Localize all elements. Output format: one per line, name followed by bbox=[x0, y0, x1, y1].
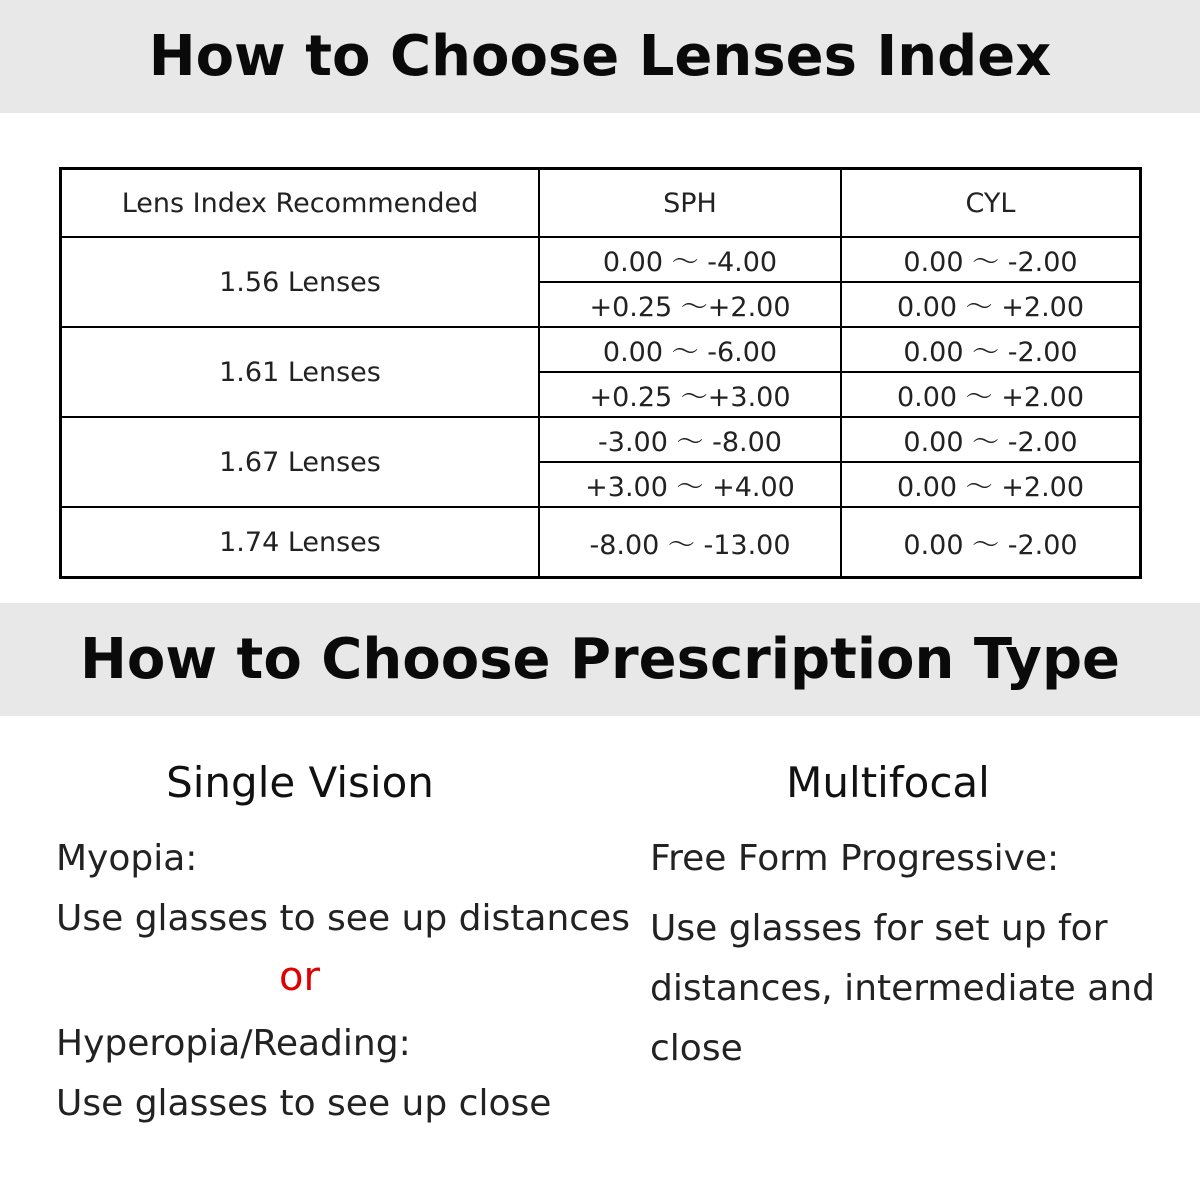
lenses-index-title: How to Choose Lenses Index bbox=[0, 0, 1200, 113]
table-row bbox=[61, 417, 1141, 462]
or-label: or bbox=[279, 954, 320, 1000]
myopia-label: Myopia: bbox=[56, 838, 198, 879]
header-cyl: CYL bbox=[841, 169, 1141, 238]
cyl-cell: 0.00 ～ +2.00 bbox=[841, 282, 1141, 327]
progressive-desc-1: Use glasses for set up for bbox=[650, 908, 1108, 949]
multifocal-heading: Multifocal bbox=[786, 758, 990, 807]
header-lens-index: Lens Index Recommended bbox=[61, 169, 540, 238]
sph-cell: +0.25 ～+2.00 bbox=[539, 282, 841, 327]
lens-index-table bbox=[59, 167, 1142, 579]
cyl-cell: 0.00 ～ -2.00 bbox=[841, 327, 1141, 372]
progressive-desc-3: close bbox=[650, 1028, 743, 1069]
table-row bbox=[61, 237, 1141, 282]
header-sph: SPH bbox=[539, 169, 841, 238]
hyperopia-desc: Use glasses to see up close bbox=[56, 1083, 552, 1124]
cyl-cell: 0.00 ～ -2.00 bbox=[841, 507, 1141, 578]
table-header-row bbox=[61, 169, 1141, 238]
sph-cell: 0.00 ～ -6.00 bbox=[539, 327, 841, 372]
cyl-cell: 0.00 ～ -2.00 bbox=[841, 237, 1141, 282]
cyl-cell: 0.00 ～ -2.00 bbox=[841, 417, 1141, 462]
lens-cell: 1.67 Lenses bbox=[61, 417, 540, 507]
single-vision-heading: Single Vision bbox=[166, 758, 434, 807]
cyl-cell: 0.00 ～ +2.00 bbox=[841, 372, 1141, 417]
lens-cell: 1.74 Lenses bbox=[61, 507, 540, 578]
lens-cell: 1.61 Lenses bbox=[61, 327, 540, 417]
sph-cell: 0.00 ～ -4.00 bbox=[539, 237, 841, 282]
sph-cell: -8.00 ～ -13.00 bbox=[539, 507, 841, 578]
progressive-label: Free Form Progressive: bbox=[650, 838, 1060, 879]
prescription-type-title: How to Choose Prescription Type bbox=[0, 603, 1200, 716]
hyperopia-label: Hyperopia/Reading: bbox=[56, 1023, 411, 1064]
table-row bbox=[61, 327, 1141, 372]
sph-cell: -3.00 ～ -8.00 bbox=[539, 417, 841, 462]
myopia-desc: Use glasses to see up distances bbox=[56, 898, 630, 939]
table-row bbox=[61, 507, 1141, 578]
progressive-desc-2: distances, intermediate and bbox=[650, 968, 1156, 1009]
cyl-cell: 0.00 ～ +2.00 bbox=[841, 462, 1141, 507]
sph-cell: +3.00 ～ +4.00 bbox=[539, 462, 841, 507]
lens-cell: 1.56 Lenses bbox=[61, 237, 540, 327]
sph-cell: +0.25 ～+3.00 bbox=[539, 372, 841, 417]
